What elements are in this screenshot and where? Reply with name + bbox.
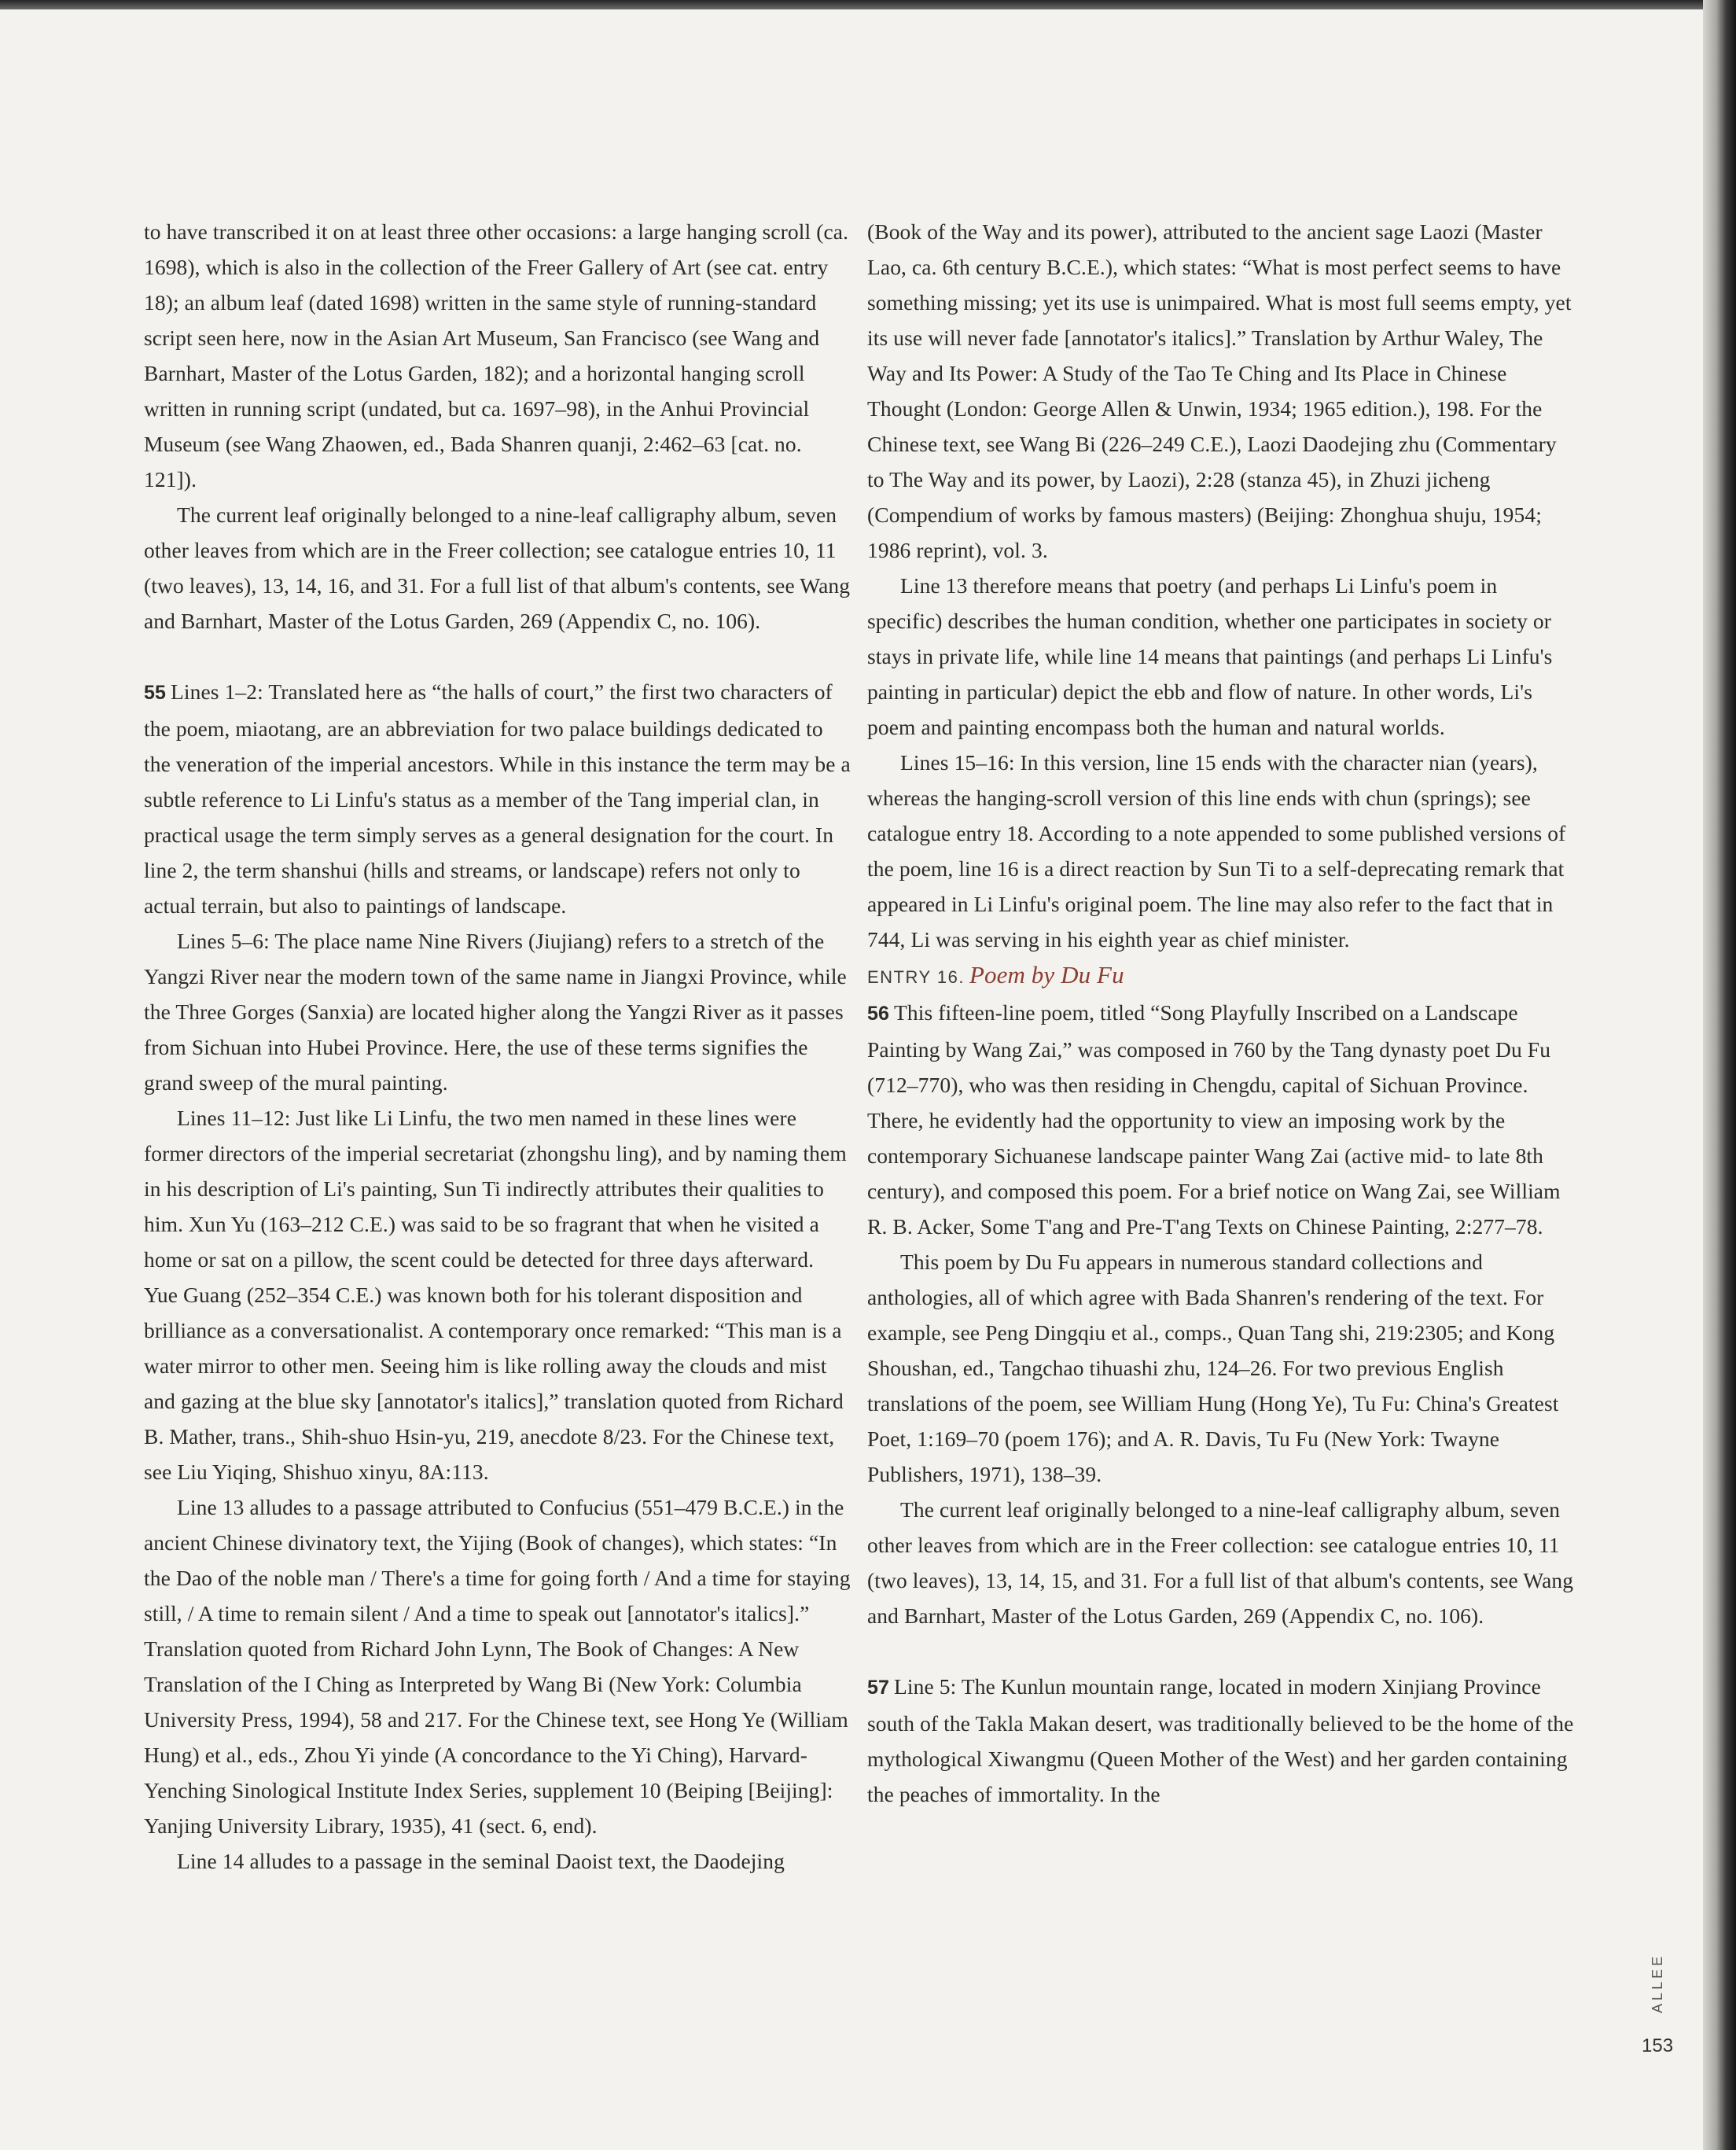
paragraph: Line 13 therefore means that poetry (and perhaps Li Linfu's poem in specific) describes the human condition, whether one participates in society or stays in private life, while line 14 means that paintings (and perhaps Li Linfu's painting in particular) depict the ebb and flow of nature. In other words, Li's poem and painting encompass both the human and natural worlds. — [867, 573, 1553, 739]
book-binding-edge — [1703, 0, 1736, 2150]
entry-label: ENTRY 16. — [867, 967, 965, 987]
paragraph: This poem by Du Fu appears in numerous standard collections and anthologies, all of which agree with Bada Shanren's rendering of the text. For example, see Peng Dingqiu et al., comps., Quan Tang shi, 219:2305; and Kong Shoushan, ed., Tangchao tihuashi zhu, 124–26. For two previous English translations of the poem, see William Hung (Hong Ye), Tu Fu: China's Greatest Poet, 1:169–70 (poem 176); and A. R. Davis, Tu Fu (New York: Twayne Publishers, 1971), 138–39. — [867, 1250, 1559, 1486]
note-text: Line 5: The Kunlun mountain range, located in modern Xinjiang Province south of the Takla Makan desert, was traditionally believed to be the home of the mythological Xiwangmu (Queen Mother of the West) and her garden containing the peaches of immortality. In the — [867, 1674, 1574, 1806]
note-number: 56 — [867, 1003, 890, 1025]
left-column — [144, 214, 851, 1879]
note-57 — [867, 1669, 1575, 1812]
paragraph: Line 14 alludes to a passage in the seminal Daoist text, the Daodejing — [177, 1849, 785, 1873]
right-column — [867, 214, 1575, 1812]
scan-top-edge — [0, 0, 1736, 9]
paragraph: The current leaf originally belonged to a nine-leaf calligraphy album, seven other leaves from which are in the Freer collection: see catalogue entries 10, 11 (two leaves), 13, 14, 15, and 31. For a full list of that album's contents, see Wang and Barnhart, Master of the Lotus Garden, 269 (Appendix C, no. 106). — [867, 1497, 1574, 1628]
note-number: 57 — [867, 1677, 890, 1699]
note-number: 55 — [144, 682, 167, 704]
page-number: 153 — [1642, 2035, 1674, 2056]
paragraph: (Book of the Way and its power), attributed to the ancient sage Laozi (Master Lao, ca. 6th century B.C.E.), which states: “What is most perfect seems to have something missing; yet its use is unimpaired. What is most full seems empty, yet its use will never fade [annotator's italics].” Translation by Arthur Waley, The Way and Its Power: A Study of the Tao Te Ching and Its Place in Chinese Thought (London: George Allen & Unwin, 1934; 1965 edition.), 198. For the Chinese text, see Wang Bi (226–249 C.E.), Laozi Daodejing zhu (Commentary to The Way and its power, by Laozi), 2:28 (stanza 45), in Zhuzi jicheng (Compendium of works by famous masters) (Beijing: Zhonghua shuju, 1954; 1986 reprint), vol. 3. — [867, 219, 1572, 562]
note-56 — [867, 995, 1575, 1244]
note-text: This fifteen-line poem, titled “Song Playfully Inscribed on a Landscape Painting by Wang Zai,” was composed in 760 by the Tang dynasty poet Du Fu (712–770), who was then residing in Chengdu, capital of Sichuan Province. There, he evidently had the opportunity to view an imposing work by the contemporary Sichuanese landscape painter Wang Zai (active mid- to late 8th century), and composed this poem. For a brief notice on Wang Zai, see William R. B. Acker, Some T'ang and Pre-T'ang Texts on Chinese Painting, 2:277–78. — [867, 1000, 1561, 1239]
note-text: Lines 1–2: Translated here as “the halls of court,” the first two characters of the poem, miaotang, are an abbreviation for two palace buildings dedicated to the veneration of the imperial ancestors. While in this instance the term may be a subtle reference to Li Linfu's status as a member of the Tang imperial clan, in practical usage the term simply serves as a general designation for the court. In line 2, the term shanshui (hills and streams, or landscape) refers not only to actual terrain, but also to paintings of landscape. — [144, 679, 851, 918]
paragraph: to have transcribed it on at least three other occasions: a large hanging scroll (ca. 1698), which is also in the collection of the Freer Gallery of Art (see cat. entry 18); an album leaf (dated 1698) written in the same style of running-standard script seen here, now in the Asian Art Museum, San Francisco (see Wang and Barnhart, Master of the Lotus Garden, 182); and a horizontal hanging scroll written in running script (undated, but ca. 1697–98), in the Anhui Provincial Museum (see Wang Zhaowen, ed., Bada Shanren quanji, 2:462–63 [cat. no. 121]). — [144, 219, 849, 491]
paragraph: Line 13 alludes to a passage attributed to Confucius (551–479 B.C.E.) in the ancient Chinese divinatory text, the Yijing (Book of changes), which states: “In the Dao of the noble man / There's a time for going forth / And a time for staying still, / A time to remain silent / And a time to speak out [annotator's italics].” Translation quoted from Richard John Lynn, The Book of Changes: A New Translation of the I Ching as Interpreted by Wang Bi (New York: Columbia University Press, 1994), 58 and 217. For the Chinese text, see Hong Ye (William Hung) et al., eds., Zhou Yi yinde (A concordance to the Yi Ching), Harvard-Yenching Sinological Institute Index Series, supplement 10 (Beiping [Beijing]: Yanjing University Library, 1935), 41 (sect. 6, end). — [144, 1495, 851, 1838]
paragraph: Lines 11–12: Just like Li Linfu, the two men named in these lines were former directors of the imperial secretariat (zhongshu ling), and by naming them in his description of Li's painting, Sun Ti indirectly attributes their qualities to him. Xun Yu (163–212 C.E.) was said to be so fragrant that when he visited a home or sat on a pillow, the scent could be detected for three days afterward. Yue Guang (252–354 C.E.) was known both for his tolerant disposition and brilliance as a conversationalist. A contemporary once remarked: “This man is a water mirror to other men. Seeing him is like rolling away the clouds and mist and gazing at the blue sky [annotator's italics],” translation quoted from Richard B. Mather, trans., Shih-shuo Hsin-yu, 219, anecdote 8/23. For the Chinese text, see Liu Yiqing, Shishuo xinyu, 8A:113. — [144, 1106, 847, 1484]
entry-title: Poem by Du Fu — [969, 961, 1124, 988]
paragraph: The current leaf originally belonged to a nine-leaf calligraphy album, seven other leaves from which are in the Freer collection; see catalogue entries 10, 11 (two leaves), 13, 14, 16, and 31. For a full list of that album's contents, see Wang and Barnhart, Master of the Lotus Garden, 269 (Appendix C, no. 106). — [144, 503, 851, 633]
paragraph: Lines 5–6: The place name Nine Rivers (Jiujiang) refers to a stretch of the Yangzi River near the modern town of the same name in Jiangxi Province, while the Three Gorges (Sanxia) are located higher along the Yangzi River as it passes from Sichuan into Hubei Province. Here, the use of these terms signifies the grand sweep of the mural painting. — [144, 929, 847, 1095]
running-side-label: ALLEE — [1650, 1953, 1665, 2013]
paragraph: Lines 15–16: In this version, line 15 ends with the character nian (years), whereas the hanging-scroll version of this line ends with chun (springs); see catalogue entry 18. According to a note appended to some published versions of the poem, line 16 is a direct reaction by Sun Ti to a self-deprecating remark that appeared in Li Linfu's original poem. The line may also refer to the fact that in 744, Li was serving in his eighth year as chief minister. — [867, 750, 1566, 952]
note-55 — [144, 674, 851, 923]
entry-heading — [867, 957, 1575, 995]
